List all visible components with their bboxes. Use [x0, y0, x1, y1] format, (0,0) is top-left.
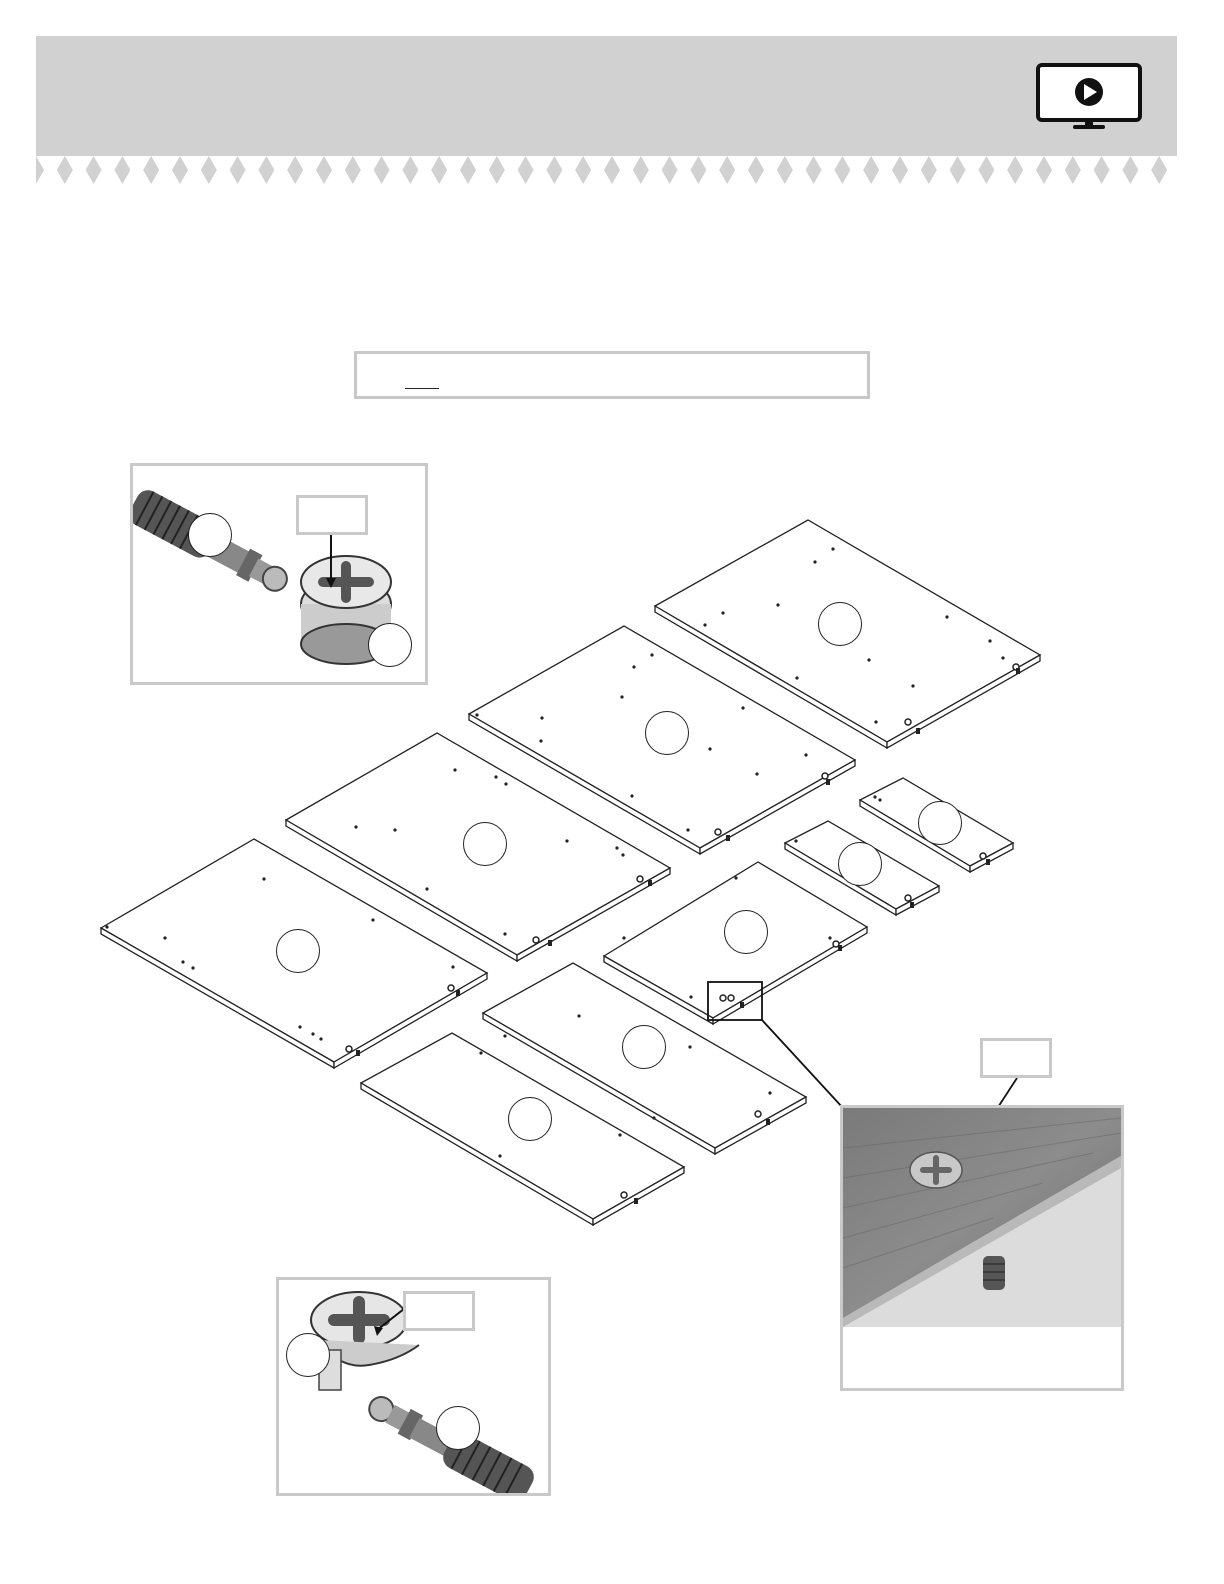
- instruction-box: [354, 351, 870, 399]
- panel-top-right-callout: [818, 602, 862, 646]
- panel-upper-middle-callout: [645, 711, 689, 755]
- hardware-inset-bottom: [276, 1277, 551, 1496]
- panel-middle-left-callout: [463, 822, 507, 866]
- detail-photo-frame: [840, 1105, 1124, 1391]
- panel-small-1-callout: [918, 801, 962, 845]
- video-play-icon[interactable]: [1035, 62, 1143, 132]
- photo-label-box: [980, 1038, 1052, 1078]
- inset-bottom-label-box: [403, 1291, 475, 1331]
- hardware-inset-top: [130, 463, 428, 685]
- wood-panel-detail-photo: [843, 1108, 1121, 1327]
- header-banner: [36, 36, 1177, 152]
- photo-caption-area: [843, 1327, 1121, 1388]
- callout-bolt-bottom: [436, 1406, 480, 1450]
- callout-bolt: [188, 513, 232, 557]
- inset-top-label-box: [296, 495, 368, 535]
- panel-long-2-callout: [508, 1097, 552, 1141]
- panel-small-2-callout: [838, 842, 882, 886]
- callout-cam: [368, 623, 412, 667]
- panel-square-callout: [724, 910, 768, 954]
- callout-cam-bottom: [286, 1333, 330, 1377]
- panel-bottom-left-callout: [276, 929, 320, 973]
- blank-line: [405, 388, 439, 389]
- diamond-border: [36, 150, 1177, 190]
- panel-long-1-callout: [622, 1025, 666, 1069]
